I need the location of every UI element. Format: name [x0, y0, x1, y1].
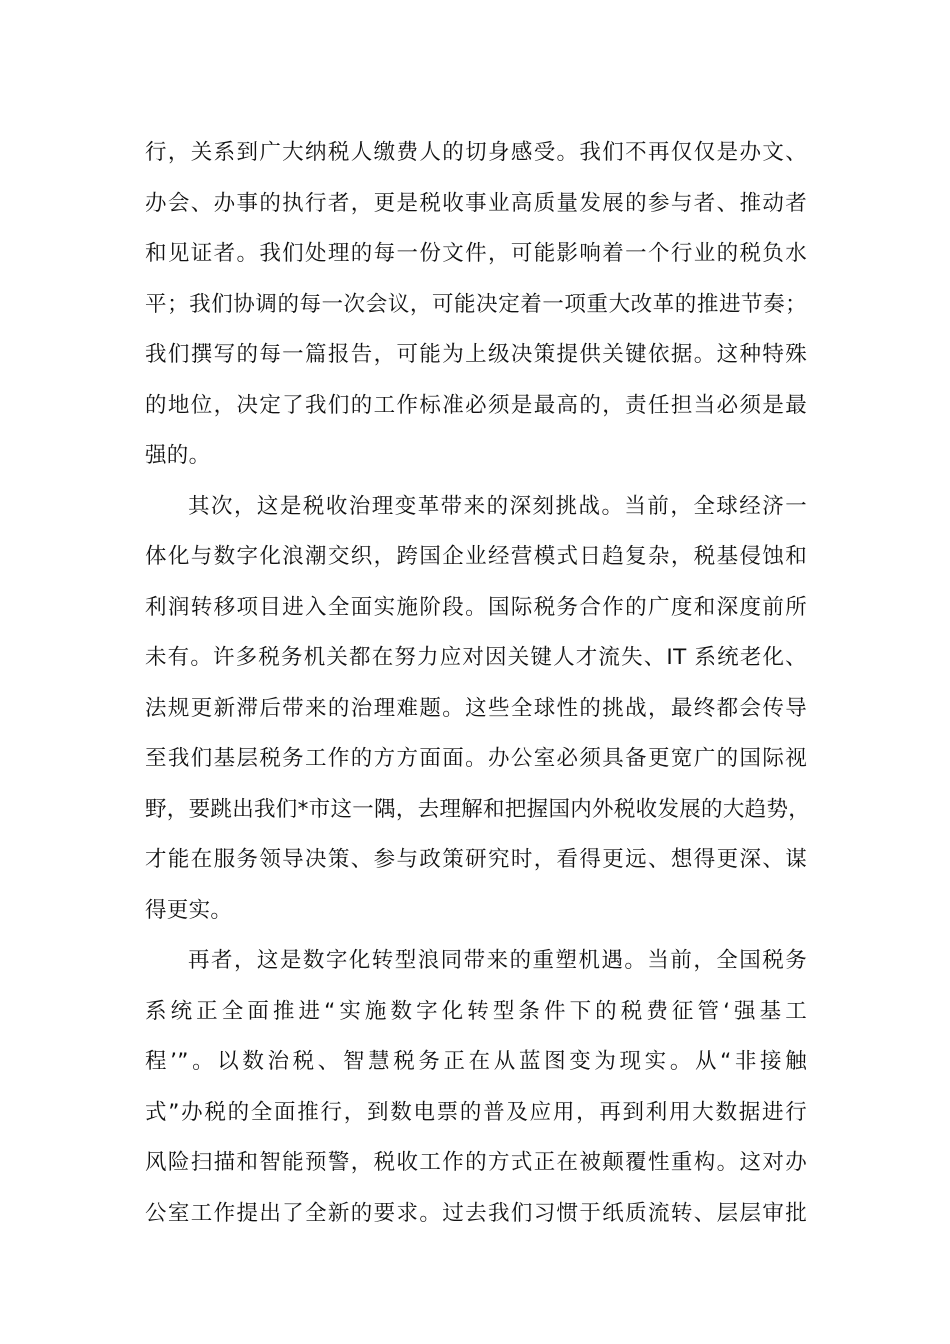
text-line: 强的。 [145, 443, 211, 468]
text-line: 再者，这是数字化转型浪同带来的重塑机遇。当前，全国税务 [188, 948, 807, 973]
text-line: 公室工作提出了全新的要求。过去我们习惯于纸质流转、层层审批 [145, 1200, 807, 1226]
document-body [145, 128, 811, 1239]
paragraph-governance-challenge [145, 482, 811, 937]
text-line: 行，关系到广大纳税人缴费人的切身感受。我们不再仅仅是办文、 [145, 140, 807, 165]
paragraph-digital-transformation [145, 936, 807, 1239]
text-line: 利润转移项目进入全面实施阶段。国际税务合作的广度和深度前所 [145, 594, 807, 620]
text-line: 风险扫描和智能预警，税收工作的方式正在被颠覆性重构。这对办 [145, 1150, 807, 1175]
text-line: 野，要跳出我们*市这一隅，去理解和把握国内外税收发展的大趋势， [145, 796, 811, 822]
text-line: 体化与数字化浪潮交织，跨国企业经营模式日趋复杂，税基侵蚀和 [145, 544, 807, 569]
text-line: 得更实。 [145, 897, 233, 923]
text-line: 其次，这是税收治理变革带来的深刻挑战。当前，全球经济一 [188, 493, 807, 519]
text-line: 未有。许多税务机关都在努力应对因关键人才流失、IT 系统老化、 [145, 645, 807, 670]
text-line: 我们撰写的每一篇报告，可能为上级决策提供关键依据。这种特殊 [145, 342, 807, 367]
text-line: 式”办税的全面推行，到数电票的普及应用，再到利用大数据进行 [145, 1099, 807, 1125]
text-line: 平；我们协调的每一次会议，可能决定着一项重大改革的推进节奏； [145, 291, 807, 317]
text-line: 程’”。以数治税、智慧税务正在从蓝图变为现实。从“非接触 [145, 1049, 807, 1074]
text-line: 和见证者。我们处理的每一份文件，可能影响着一个行业的税负水 [145, 241, 807, 266]
text-line: 法规更新滞后带来的治理难题。这些全球性的挑战，最终都会传导 [145, 695, 807, 721]
paragraph-continued-role-of-office [145, 128, 807, 482]
text-line: 才能在服务领导决策、参与政策研究时，看得更远、想得更深、谋 [145, 847, 807, 872]
text-line: 系统正全面推进“实施数字化转型条件下的税费征管‘强基工 [145, 998, 807, 1024]
text-line: 的地位，决定了我们的工作标准必须是最高的，责任担当必须是最 [145, 392, 807, 418]
text-line: 办会、办事的执行者，更是税收事业高质量发展的参与者、推动者 [145, 190, 807, 216]
text-line: 至我们基层税务工作的方方面面。办公室必须具备更宽广的国际视 [145, 746, 807, 771]
